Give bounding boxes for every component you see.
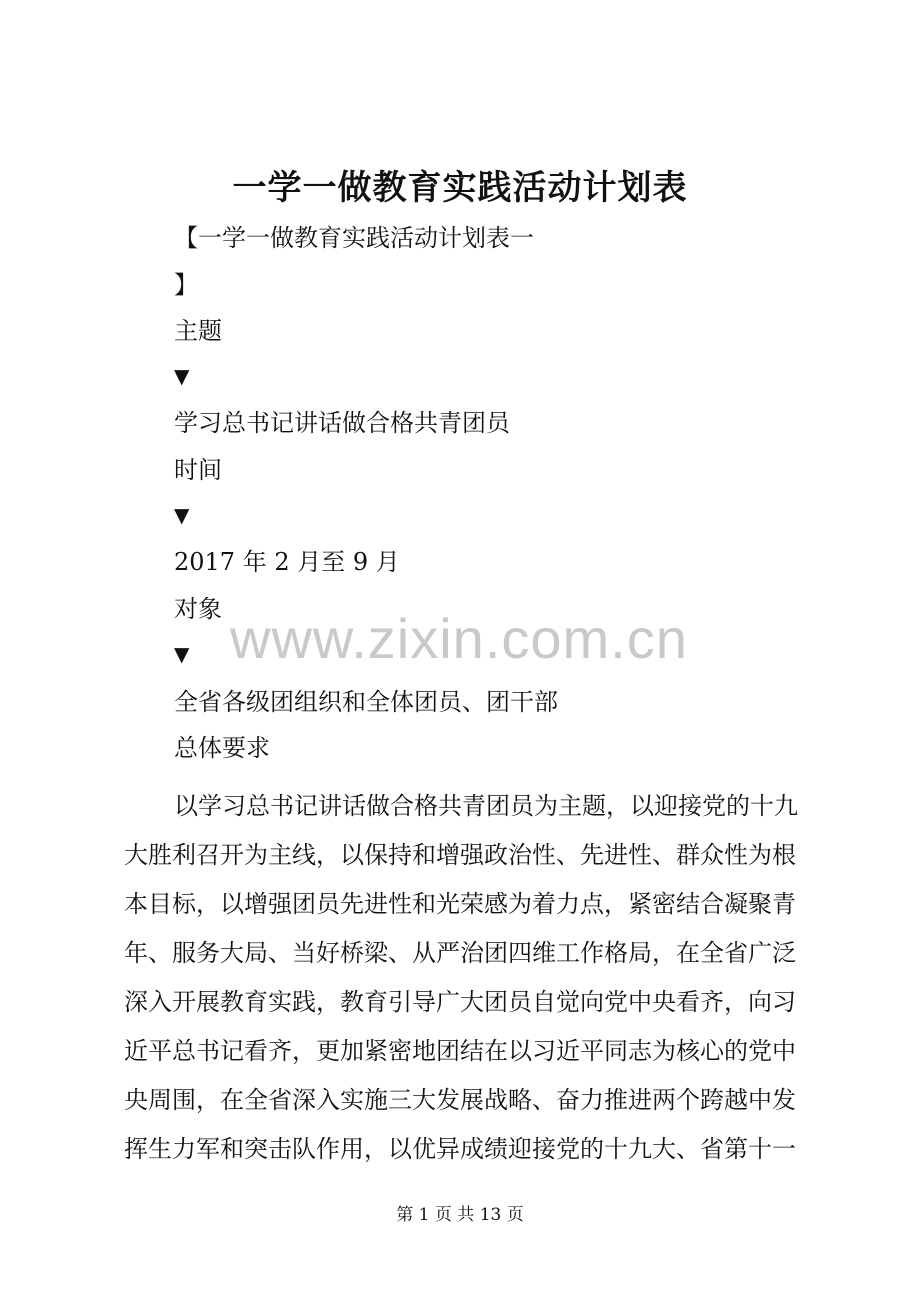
paragraph-line: 大胜利召开为主线，以保持和增强政治性、先进性、群众性为根 bbox=[124, 841, 796, 869]
watermark: www.zixin.com.cn bbox=[230, 607, 688, 670]
arrow-down-icon: ▼ bbox=[174, 503, 190, 527]
subtitle-open: 【一学一做教育实践活动计划表一 bbox=[174, 224, 534, 252]
paragraph-line: 本目标，以增强团员先进性和光荣感为着力点，紧密结合凝聚青 bbox=[124, 890, 796, 918]
arrow-down-icon: ▼ bbox=[174, 364, 190, 388]
requirements-paragraph bbox=[124, 782, 814, 1174]
paragraph-line: 年、服务大局、当好桥梁、从严治团四维工作格局，在全省广泛 bbox=[124, 939, 796, 967]
paragraph-line: 央周围，在全省深入实施三大发展战略、奋力推进两个跨越中发 bbox=[124, 1086, 796, 1114]
requirements-label: 总体要求 bbox=[174, 734, 270, 762]
subtitle-close: 】 bbox=[174, 271, 198, 299]
target-value: 全省各级团组织和全体团员、团干部 bbox=[174, 688, 558, 716]
target-label: 对象 bbox=[174, 595, 222, 623]
time-value: 2017 年 2 月至 9 月 bbox=[174, 548, 400, 576]
paragraph-line: 挥生力军和突击队作用，以优异成绩迎接党的十九大、省第十一 bbox=[124, 1135, 796, 1163]
theme-value: 学习总书记讲话做合格共青团员 bbox=[174, 409, 510, 437]
paragraph-line: 深入开展教育实践，教育引导广大团员自觉向党中央看齐，向习 bbox=[124, 988, 796, 1016]
document-title: 一学一做教育实践活动计划表 bbox=[232, 168, 688, 208]
time-label: 时间 bbox=[174, 456, 222, 484]
paragraph-line: 以学习总书记讲话做合格共青团员为主题，以迎接党的十九 bbox=[174, 792, 798, 820]
paragraph-line: 近平总书记看齐，更加紧密地团结在以习近平同志为核心的党中 bbox=[124, 1037, 796, 1065]
page-footer: 第 1 页 共 13 页 bbox=[396, 1205, 524, 1225]
arrow-down-icon: ▼ bbox=[174, 642, 190, 666]
theme-label: 主题 bbox=[174, 317, 222, 345]
